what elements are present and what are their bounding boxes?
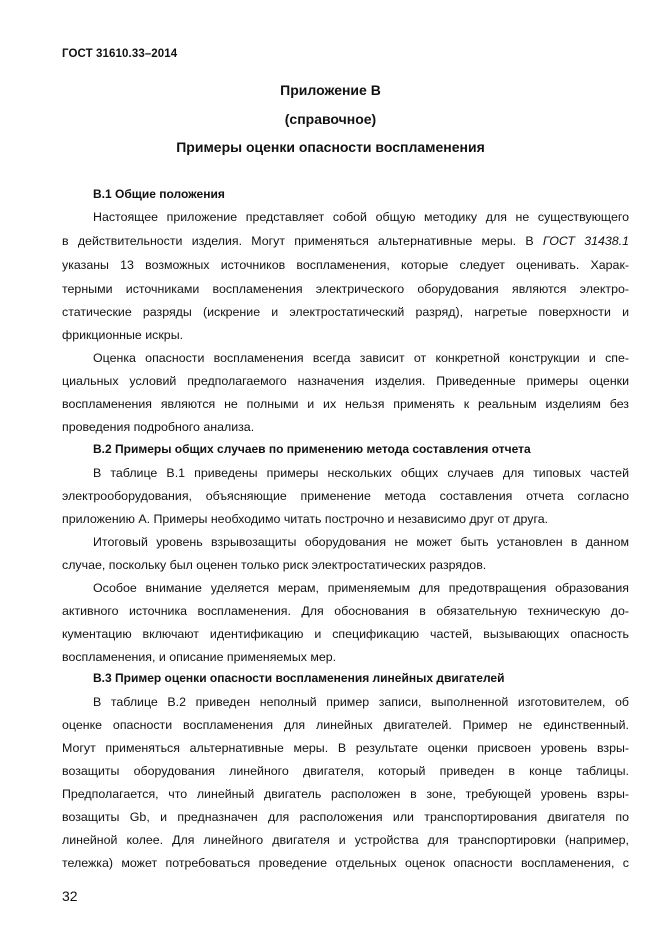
paragraph-line: возащиты оборудования линейного двигателя, который приведен в конце таблицы. [62,764,629,778]
paragraph-line: электрооборудования, объясняющие применение метода составления отчета согласно [62,489,629,503]
paragraph-line: в действительности изделия. Могут применяться альтернативные меры. В ГОСТ 31438.1 [62,234,629,248]
paragraph-line: терными источниками воспламенения электрического оборудования являются электро- [62,282,629,296]
paragraph-line: тележка) может потребоваться проведение отдельных оценок опасности воспламенения, с [62,856,629,870]
appendix-status: (справочное) [284,111,377,127]
appendix-name: Примеры оценки опасности воспламенения [176,139,485,155]
paragraph-line: Оценка опасности воспламенения всегда зависит от конкретной конструкции и спе- [93,351,629,365]
paragraph-line: Итоговый уровень взрывозащиты оборудования не может быть установлен в данном [93,535,629,549]
paragraph-line: случае, поскольку был оценен только риск электростатических разрядов. [62,558,487,572]
paragraph-line: статические разряды (искрение и электростатический разряд), нагретые поверхности и [62,305,629,319]
paragraph-line: фрикционные искры. [62,328,184,342]
paragraph-line: Настоящее приложение представляет собой общую методику для не существующего [93,210,629,224]
paragraph-line: Особое внимание уделяется мерам, применяемым для предотвращения образования [93,581,629,595]
section-b1-title: В.1 Общие положения [93,187,225,201]
document-code-header: ГОСТ 31610.33–2014 [62,48,178,60]
gost-reference: ГОСТ 31438.1 [542,234,629,248]
paragraph-line: указаны 13 возможных источников воспламенения, которые следует оценивать. Харак- [62,258,629,272]
appendix-title: Приложение В [280,82,381,98]
paragraph-line: проведения подробного анализа. [62,420,255,434]
paragraph-line: воспламенения являются не полными и их нельзя применять к реальным изделиям без [62,397,629,411]
paragraph-line: В таблице В.2 приведен неполный пример записи, выполненной изготовителем, об [93,695,629,709]
paragraph-line: Предполагается, что линейный двигатель расположен в зоне, требующей уровень взры- [62,787,629,801]
page-number: 32 [62,888,78,904]
section-b2-title: В.2 Примеры общих случаев по применению метода составления отчета [93,442,531,456]
section-b3-title: В.3 Пример оценки опасности воспламенения линейных двигателей [93,671,505,685]
paragraph-line: воспламенения, и описание применяемых мер. [62,650,337,664]
paragraph-line: возащиты Gb, и предназначен для расположения или транспортирования двигателя по [62,810,629,824]
paragraph-line: кументацию включают идентификацию и спецификацию частей, вызывающих опасность [62,627,629,641]
paragraph-line: циальных условий предполагаемого назначения изделия. Приведенные примеры оценки [62,374,629,388]
paragraph-line: линейной колее. Для линейного двигателя и устройства для транспортировки (например, [62,833,629,847]
paragraph-line: В таблице В.1 приведены примеры нескольких общих случаев для типовых частей [93,466,629,480]
paragraph-line: активного источника воспламенения. Для обоснования в обязательную техническую до- [62,604,629,618]
paragraph-line: приложению А. Примеры необходимо читать построчно и независимо друг от друга. [62,512,549,526]
paragraph-line: оценке опасности воспламенения для линейных двигателей. Пример не единственный. [62,718,629,732]
paragraph-line: Могут применяться альтернативные меры. В результате оценки присвоен уровень взры- [62,741,629,755]
